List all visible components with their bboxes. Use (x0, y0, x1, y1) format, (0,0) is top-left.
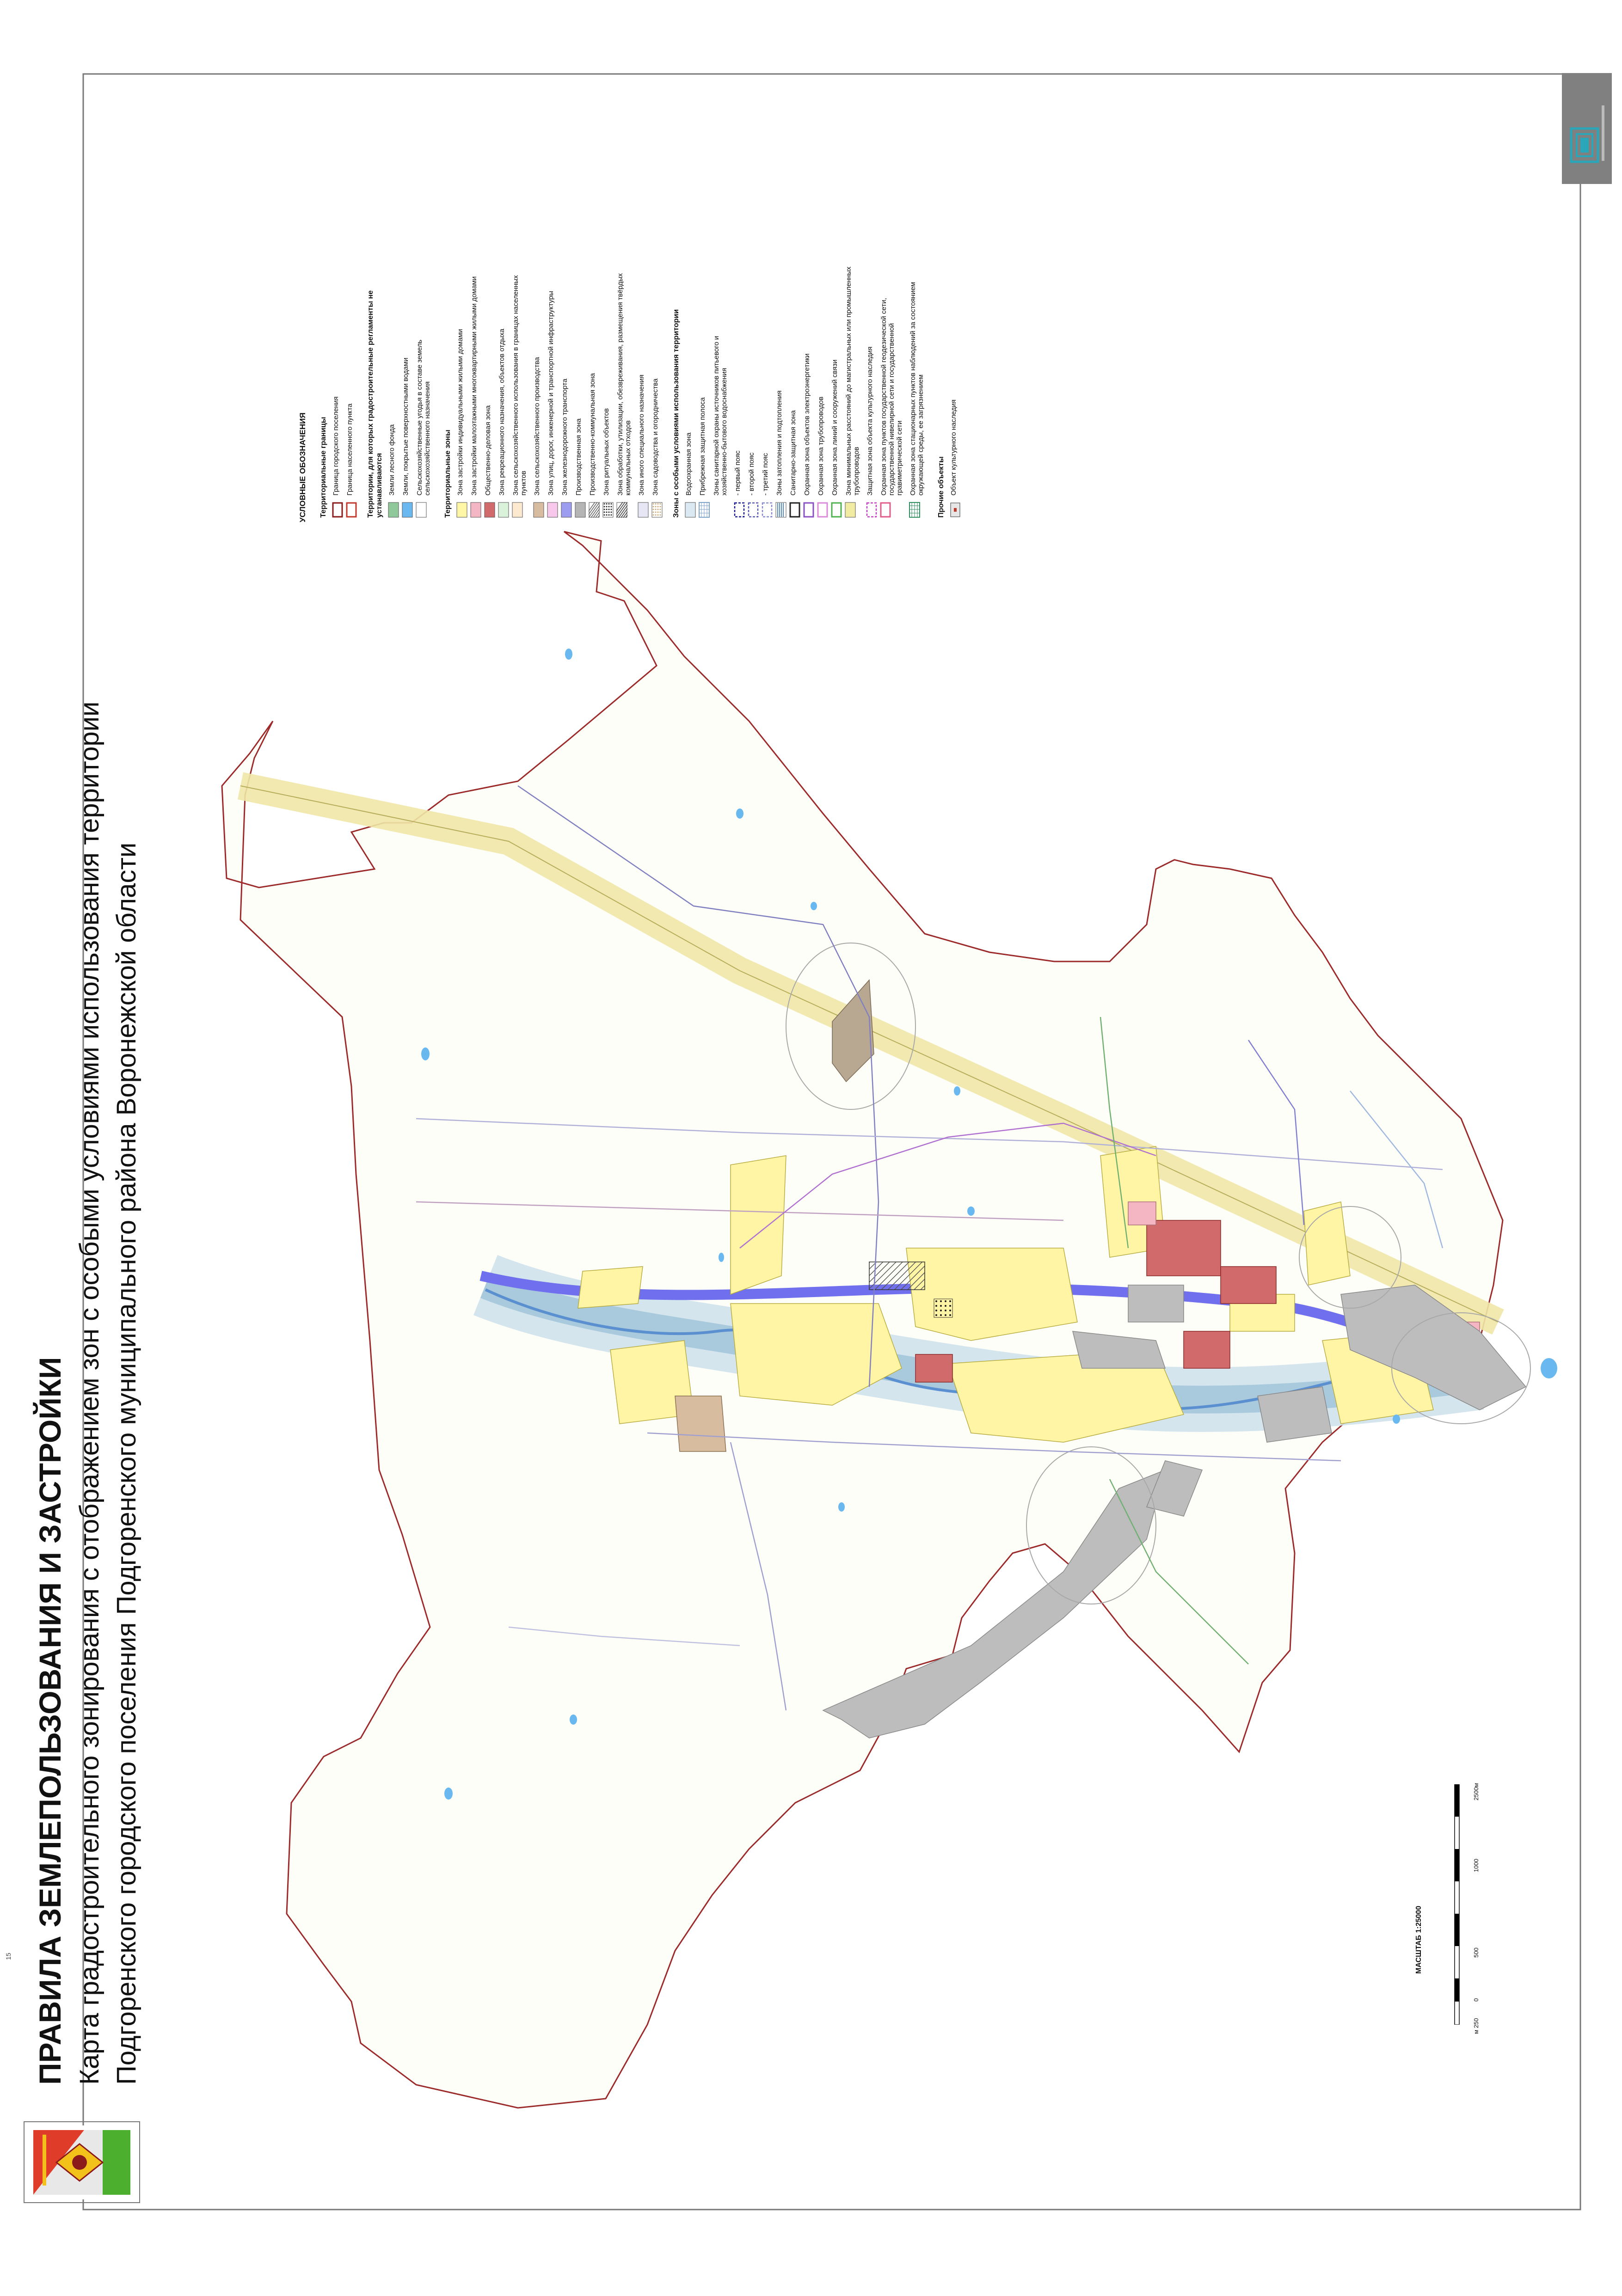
title-main: ПРАВИЛА ЗЕМЛЕПОЛЬЗОВАНИЯ И ЗАСТРОЙКИ (33, 1357, 67, 2085)
legend-item-label: Зоны затопления и подтопления (775, 390, 783, 496)
legend-item-label: Граница населенного пункта (346, 403, 354, 496)
scale-bar (1452, 1784, 1470, 2025)
legend-section-title: Территориальные границы (319, 416, 327, 518)
legend-section-title: Территориальные зоны (444, 429, 452, 518)
legend-item-label: Земли, покрытые поверхностными водами (402, 357, 410, 496)
legend-item-label: Охранная зона трубопроводов (817, 396, 825, 496)
legend-item-label: Водоохранная зона (685, 432, 693, 496)
scale-tick-250: м 250 (1473, 2018, 1480, 2034)
legend-section-title: Территории, для которых градостроительные регламенты не устанавливаются (367, 290, 383, 518)
legend-item-label: Прибрежная защитная полоса (699, 397, 707, 496)
legend-item-label: Сельскохозяйственные угодья в составе земель сельскохозяйственного назначения (416, 339, 431, 496)
legend-item-label: Зона рекреационного назначения, объектов отдыха (498, 329, 506, 496)
legend-item-label: Зона минимальных расстояний до магистральных или промышленных трубопроводов (845, 266, 860, 496)
title-subtitle: Карта градостроительного зонирования с отображением зон с особыми условиями использования территории (74, 701, 104, 2085)
legend-item-label: Производственно-коммунальная зона (589, 373, 596, 496)
scale-tick-1000: 1000 (1473, 1859, 1480, 1872)
scale-label: МАСШТАБ 1:25000 (1415, 1905, 1423, 1974)
legend-item-label: Охранная зона пунктов государственной геодезической сети, государственной нивелирной сети и государственной гравиметрической сети (880, 298, 903, 496)
legend-item-label: Охранная зона стационарных пунктов наблюдений за состоянием окружающей среды, ее загрязнением (909, 282, 925, 496)
legend-item-label: Производственная зона (575, 418, 583, 496)
scale-tick-0: 0 (1473, 1998, 1480, 2002)
waste-zone (869, 1262, 925, 1290)
legend-item-label: Охранная зона объектов электроэнергетики (803, 353, 811, 496)
legend-item-label: Зона улиц, дорог, инженерной и транспортной инфраструктуры (547, 291, 555, 496)
legend-section-title: Прочие объекты (937, 456, 945, 518)
legend-item-label: Зоны санитарной охраны источников питьевого и хозяйственно-бытового водоснабжения (713, 336, 728, 496)
legend-item-label: Зона сельскохозяйственного производства (533, 357, 541, 496)
legend-item-label: Зона ритуальных объектов (602, 408, 610, 496)
legend-item-label: Зона иного специального назначения (638, 374, 645, 496)
legend-item-label: Зона обработки, утилизации, обезвреживания, размещения твёрдых коммунальных отходов (616, 273, 632, 496)
scale-tick-500: 500 (1473, 1947, 1480, 1958)
title-municipality: Подгоренского городского поселения Подгоренского муниципального района Воронежской области (111, 842, 141, 2085)
legend-item-label: Санитарно-защитная зона (789, 410, 797, 496)
cemetery-zone (934, 1299, 952, 1317)
page-number: 15 (5, 1953, 12, 1960)
legend-item-label: Зона застройки малоэтажными многоквартирными жилыми домами (470, 276, 478, 496)
legend-item-label: Защитная зона объекта культурного наследия (866, 346, 874, 496)
legend-item-label: Объект культурного наследия (950, 399, 958, 496)
legend-section-title: Зоны с особыми условиями использования территории (672, 309, 680, 518)
legend-item-label: - второй пояс (748, 452, 756, 496)
legend-item-label: Земли лесного фонда (388, 424, 396, 496)
legend-item-label: - третий пояс (762, 453, 769, 496)
legend-item-label: Зона садоводства и огородничества (651, 378, 659, 496)
legend-item-label: Охранная зона линий и сооружений связи (831, 359, 839, 496)
legend-item-label: Зона застройки индивидуальными жилыми домами (456, 329, 464, 496)
agri-production-zone-2 (675, 1396, 726, 1451)
legend-item-label: Зона железнодорожного транспорта (561, 379, 569, 496)
legend-item-label: Общественно-деловая зона (484, 405, 492, 496)
legend-heading: УСЛОВНЫЕ ОБОЗНАЧЕНИЯ (298, 412, 307, 522)
scale-tick-2500: 2500м (1473, 1783, 1480, 1800)
legend-item-label: Зона сельскохозяйственного использования в границах населенных пунктов (512, 275, 528, 496)
legend-item-label: - первый пояс (734, 450, 742, 496)
legend-item-label: Граница городского поселения (332, 396, 340, 496)
